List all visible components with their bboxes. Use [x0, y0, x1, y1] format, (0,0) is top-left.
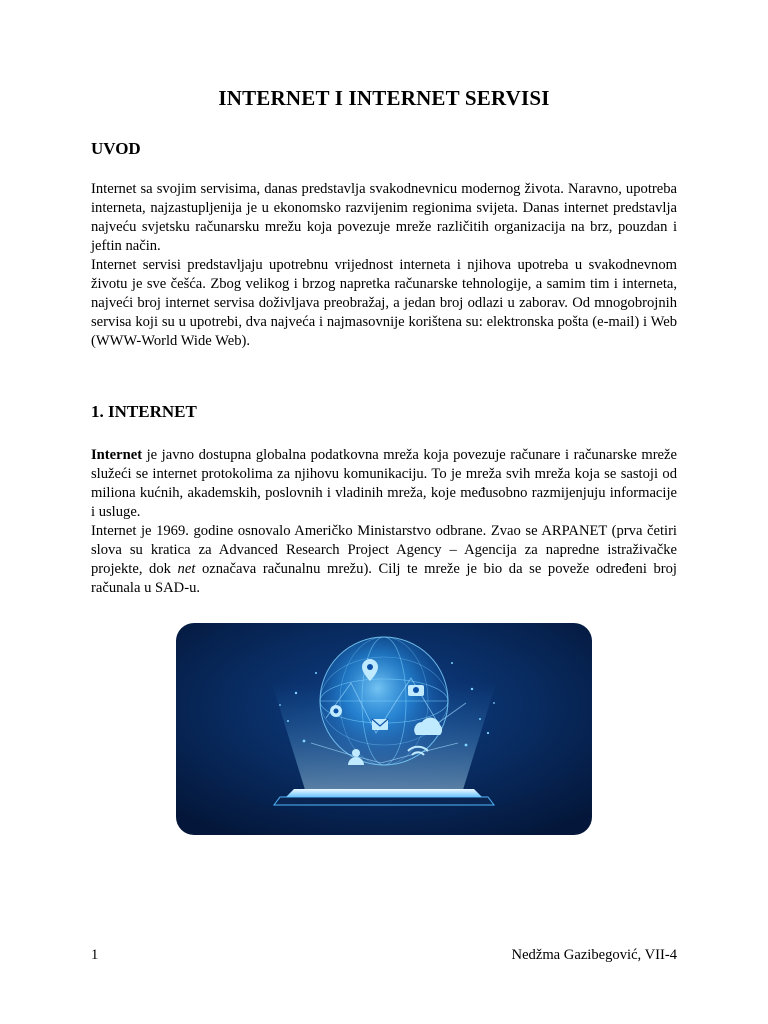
settings-icon — [330, 705, 342, 717]
section-internet-heading: 1. INTERNET — [91, 402, 197, 421]
net-term: net — [177, 561, 196, 577]
camera-icon — [408, 685, 424, 696]
paragraph-2-text-a: Internet je 1969. godine osnovalo Američko Ministarstvo odbrane. Zvao se ARPANET (prva četiri slova su kratica za Advanced Research Project Agency – Agencija za napredne istraživačke projekte, dok — [91, 523, 677, 577]
globe-icon — [320, 637, 448, 765]
footer-author: Nedžma Gazibegović, VII-4 — [511, 947, 677, 963]
paragraph-1-text: je javno dostupna globalna podatkovna mreža koja povezuje računare i računarske mreže služeći se internet protokolima za njihovu komunikaciju. To je mreža svih mreža koja se sastoji od miliona kućnih, akademskih, poslovnih i vladinih mreža, koje međusobno razmijenjuju informacije i usluge. — [91, 447, 677, 520]
section-internet-paragraph-2 — [91, 522, 677, 598]
page-number: 1 — [91, 947, 99, 963]
internet-term: Internet — [91, 447, 143, 463]
tablet-icon — [274, 789, 494, 805]
paragraph-2-text-b: označava računalnu mrežu). Cilj te mreže je bio da se poveže određeni broj računala u SAD-u. — [91, 561, 677, 596]
mail-icon — [372, 719, 388, 730]
internet-globe-illustration — [176, 623, 592, 835]
intro-heading: UVOD — [91, 139, 141, 158]
intro-paragraph-2: Internet servisi predstavljaju upotrebnu vrijednost interneta i njihova upotreba u svakodnevnom životu je sve češća. Zbog velikog i brzog napretka računarske tehnologije, a samim tim i interneta, najveći broj internet servisa doživljava preobražaj, a jedan broj odlazi u zaborav. Od mnogobrojnih servisa koji su u upotrebi, dva najveća i najmasovnije korištena su: elektronska pošta (e-mail) i Web (WWW-World Wide Web). — [91, 257, 677, 349]
intro-paragraph-1: Internet sa svojim servisima, danas predstavlja svakodnevnicu modernog života. Naravno, upotreba interneta, najzastupljenija je u ekonomsko razvijenim regionima svijeta. Danas internet predstavlja najveću svjetsku računarsku mrežu koja povezuje mreže različitih organizacija na brz, pouzdan i jeftin način. — [91, 181, 677, 254]
document-title: INTERNET I INTERNET SERVISI — [218, 86, 550, 110]
section-internet-paragraph-1 — [91, 446, 677, 522]
